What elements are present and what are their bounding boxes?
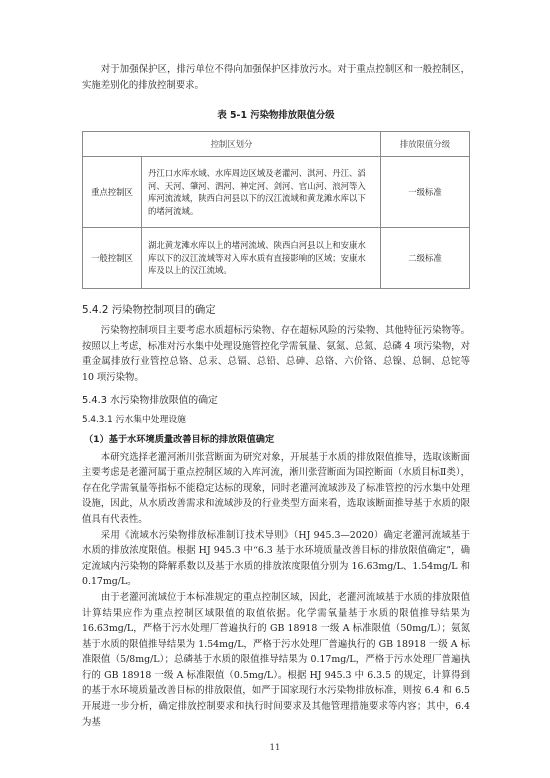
subsection-1-title: （1）基于水环境质量改善目标的排放限值确定 [84, 433, 275, 445]
section-542-paragraph: 污染物控制项目主要考虑水质超标污染物、存在超标风险的污染物、其他特征污染物等。按照以上考虑，标准对污水集中处理设施管控化学需氧量、氨氮、总氮、总磷 4 项污染物，对重金属排放行业管控总铬、总汞、总镉、总铅、总砷、总铬、六价铬、总镍、总铜、总铊等 10 项污染物。 [82, 325, 470, 383]
table-header-level: 排放限值分级 [381, 132, 470, 157]
page-number: 11 [269, 743, 281, 753]
section-543-title: 5.4.3 水污染物排放限值的确定 [82, 394, 218, 406]
table-cell-scope: 丹江口水库水域、水库周边区域及老灌河、淇河、丹江、滔河、天河、肇河、泗河、神定河、剑河、官山河、浪河等入库河流流域，陕西白河县以下的汉江流域和黄龙滩水库以下的堵河流域。 [142, 157, 381, 228]
pollutant-limit-table [82, 131, 470, 289]
table-row [83, 157, 470, 228]
table-row [83, 228, 470, 289]
table-cell-scope: 湖北黄龙滩水库以上的堵河流域、陕西白河县以上和安康水库以下的汉江流域等对入库水质有直接影响的区域；安康水库及以上的汉江流域。 [142, 228, 381, 289]
intro-paragraph: 对于加强保护区，排污单位不得向加强保护区排放污水。对于重点控制区和一般控制区，实施差别化的排放控制要求。 [82, 64, 470, 91]
table-header-zone: 控制区划分 [83, 132, 381, 157]
table-cell-level: 二级标准 [381, 228, 470, 289]
table-cell-zone: 一般控制区 [83, 228, 142, 289]
table-header-row [83, 132, 470, 157]
section-5431-title: 5.4.3.1 污水集中处理设施 [82, 414, 186, 425]
section-542-title: 5.4.2 污染物控制项目的确定 [82, 304, 216, 317]
table-cell-level: 一级标准 [381, 157, 470, 228]
body-paragraph: 采用《流域水污染物排放标准制订技术导则》（HJ 945.3—2020）确定老灌河流域基于水质的排放浓度限值。根据 HJ 945.3 中“6.3 基于水环境质量改善目标的排放限值确定”，确定流域内污染物的降解系数以及基于水质的排放浓度限值分别为 16.63mg/L、1.54mg/L 和 0.17mg/L。 [82, 529, 470, 588]
table-caption: 表 5-1 污染物排放限值分级 [217, 110, 335, 122]
table-cell-zone: 重点控制区 [83, 157, 142, 228]
body-paragraph: 本研究选择老灌河淅川张营断面为研究对象，开展基于水质的排放限值推导，选取该断面主要考虑是老灌河属于重点控制区域的入库河流，淅川张营断面为国控断面（水质目标Ⅱ类），存在化学需氧量等指标不能稳定达标的现象，同时老灌河流域涉及了标准管控的污水集中处理设施，因此，从水质改善需求和流域涉及的行业类型方面来看，选取该断面推导基于水质的限值具有代表性。 [82, 451, 470, 525]
body-paragraph: 由于老灌河流域位于本标准规定的重点控制区域，因此，老灌河流域基于水质的排放限值计算结果应作为重点控制区域限值的取值依据。化学需氧量基于水质的限值推导结果为 16.63mg/L，严格于污水处理厂普遍执行的 GB 18918 一级 A 标准限值（50mg/L）；氨氮基于水质的限值推导结果为 1.54mg/L，严格于污水处理厂普遍执行的 GB 18918 一级 A 标准限值（5/8mg/L）；总磷基于水质的限值推导结果为 0.17mg/L，严格于污水处理厂普遍执行的 GB 18918 一级 A 标准限值（0.5mg/L）。根据 HJ 945.3 中 6.3.5 的规定，计算得到的基于水环境质量改善目标的排放限值，如严于国家现行水污染物排放标准，则按 6.4 和 6.5 开展进一步分析，确定排放控制要求和执行时间要求及其他管理措施要求等内容；其中，6.4 为基 [82, 591, 470, 728]
